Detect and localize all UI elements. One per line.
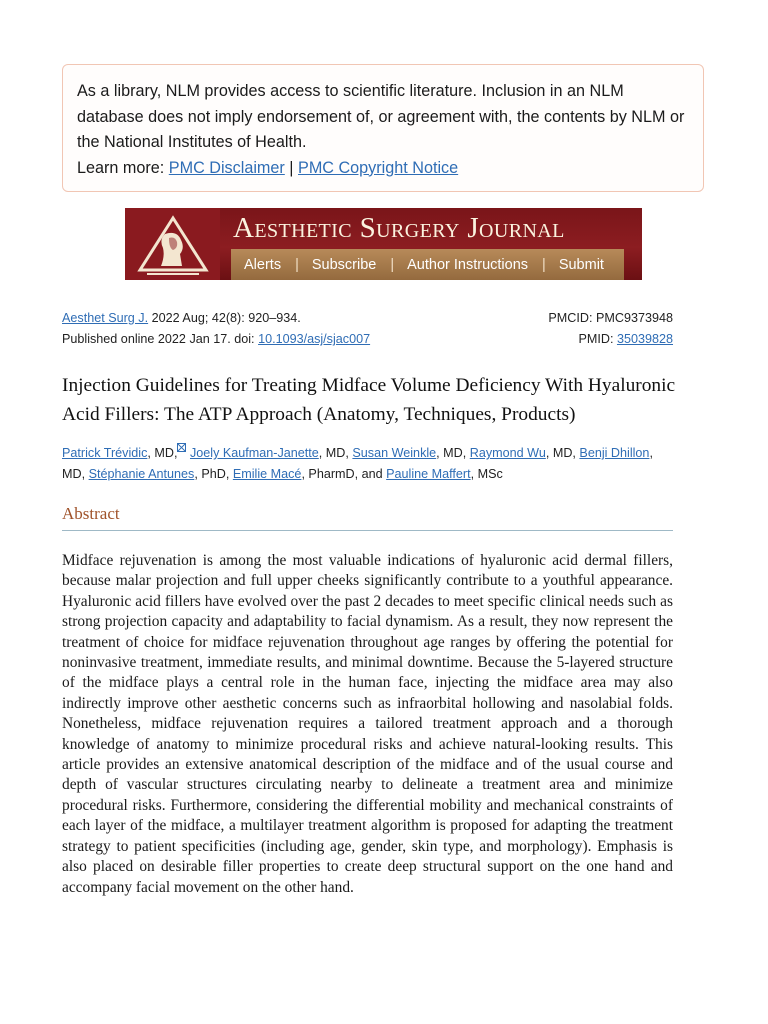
author-link[interactable]: Raymond Wu — [469, 446, 546, 461]
nav-alerts[interactable]: Alerts — [244, 256, 282, 273]
author-degree: , MD, — [545, 446, 580, 461]
pmid-label: PMID: — [578, 332, 617, 346]
article-title: Injection Guidelines for Treating Midface Volume Deficiency With Hyaluronic Acid Fillers: The ATP Approach (Anatomy, Techniques, Products) — [62, 375, 676, 425]
nav-subscribe[interactable]: Subscribe — [311, 256, 377, 273]
nav-separator: | — [542, 256, 546, 273]
abstract-heading: Abstract — [62, 504, 673, 531]
abstract-text: Midface rejuvenation is among the most valuable indications of hyaluronic acid dermal fillers, because malar projection and full upper cheeks significantly contribute to a youthful appearance. Hyaluronic acid fillers have evolved over the past 2 decades to meet specific clinical needs such as strong projection capacity and adaptability to facial dynamism. As a result, they now represent the treatment of choice for midface rejuvenation throughout age ranges by offering the potential for noninvasive treatment, immediate results, and minimal downtime. Because the 5-layered structure of the midface plays a central role in the human face, injecting the midface area may also indirectly improve other aesthetic concerns such as infraorbital hollowing and nasolabial folds. Nonetheless, midface rejuvenation requires a tailored treatment approach and a thorough knowledge of anatomy to minimize procedural risks and achieve natural-looking results. This article provides an extensive anatomical description of the midface and of the usual course and depth of vascular structures circulating nearby to delineate a treatment area and minimize procedural risks. Furthermore, considering the differential mobility and mechanical constraints of each layer of the midface, a multilayer treatment algorithm is proposed for adapting the treatment strategy to patient specificities (including age, gender, skin type, and morphology). Emphasis is also placed on desirable filler properties to create deep structural support on the one hand and accompany facial movement on the other hand. — [62, 552, 673, 896]
citation-row — [62, 311, 673, 329]
journal-banner[interactable] — [125, 208, 642, 280]
nav-submit[interactable]: Submit — [558, 256, 604, 273]
journal-navbar — [231, 249, 624, 280]
link-separator: | — [284, 158, 299, 177]
notice-text: As a library, NLM provides access to scientific literature. Inclusion in an NLM database does not imply endorsement of, or agreement with, the contents by NLM or the National Institutes of Health. — [77, 82, 685, 151]
pmc-copyright-link[interactable]: PMC Copyright Notice — [298, 158, 459, 177]
author-degree: , MD, — [147, 446, 178, 461]
nav-author-instructions[interactable]: Author Instructions — [407, 256, 529, 273]
author-link[interactable]: Stéphanie Antunes — [88, 467, 195, 482]
sculpture-logo-icon — [125, 208, 220, 280]
author-link[interactable]: Benji Dhillon — [579, 446, 650, 461]
author-list — [62, 439, 673, 485]
author-degree: , MD, — [62, 446, 653, 482]
author-link[interactable]: Patrick Trévidic — [62, 446, 148, 461]
author-link[interactable]: Joely Kaufman-Janette — [189, 446, 319, 461]
pmid-link[interactable]: 35039828 — [616, 332, 673, 346]
journal-logo — [125, 208, 220, 280]
citation-details: 2022 Aug; 42(8): 920–934. — [148, 311, 301, 325]
pmcid: PMCID: PMC9373948 — [548, 311, 673, 325]
notice-learn-more — [77, 156, 689, 182]
published-row — [62, 332, 673, 350]
nav-separator: | — [295, 256, 299, 273]
citation-line — [62, 311, 301, 325]
author-degree: , MSc — [470, 467, 503, 482]
author-link[interactable]: Emilie Macé — [232, 467, 302, 482]
doi-link[interactable]: 10.1093/asj/sjac007 — [258, 332, 371, 346]
published-line — [62, 332, 370, 346]
nlm-notice — [62, 64, 704, 192]
pmc-disclaimer-link[interactable]: PMC Disclaimer — [168, 158, 285, 177]
author-degree: , PharmD, and — [301, 467, 387, 482]
author-link[interactable]: Pauline Maffert — [386, 467, 471, 482]
author-degree: , PhD, — [194, 467, 233, 482]
author-degree: , MD, — [318, 446, 353, 461]
pmid — [578, 332, 673, 346]
journal-abbrev-link[interactable]: Aesthet Surg J. — [62, 311, 149, 325]
author-degree: , MD, — [436, 446, 470, 461]
author-link[interactable]: Susan Weinkle — [352, 446, 437, 461]
learn-more-label: Learn more: — [77, 158, 169, 177]
published-label: Published online 2022 Jan 17. doi: — [62, 332, 259, 346]
journal-title[interactable]: Aesthetic Surgery Journal — [233, 212, 565, 244]
nav-separator: | — [390, 256, 395, 273]
mail-icon[interactable] — [177, 444, 186, 454]
